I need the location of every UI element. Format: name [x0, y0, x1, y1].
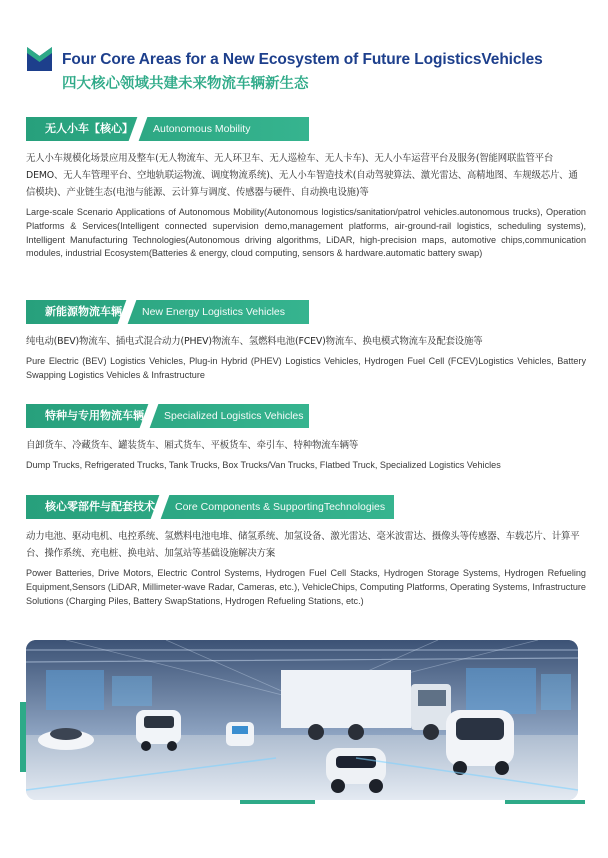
section-title-zh: 无人小车【核心】 — [26, 117, 139, 141]
accent-bar-bottom-right — [505, 800, 585, 804]
section-title-zh: 核心零部件与配套技术 — [26, 495, 161, 519]
section-specialized-vehicles — [26, 404, 586, 473]
page-title: Four Core Areas for a New Ecosystem of Future LogisticsVehicles — [62, 51, 543, 68]
section-title-zh: 新能源物流车辆 — [26, 300, 128, 324]
section-header — [26, 404, 309, 428]
section-header — [26, 117, 309, 141]
page-subtitle: 四大核心领域共建未来物流车辆新生态 — [62, 76, 309, 92]
section-header — [26, 300, 309, 324]
logistics-vehicles-illustration — [26, 640, 578, 800]
section-title-en: Core Components & SupportingTechnologies — [175, 501, 386, 513]
section-autonomous-mobility — [26, 117, 586, 261]
section-title-en: New Energy Logistics Vehicles — [142, 306, 285, 318]
section-title-en: Autonomous Mobility — [153, 123, 251, 135]
section-body-zh: 纯电动(BEV)物流车、插电式混合动力(PHEV)物流车、氢燃料电池(FCEV)物流车、换电模式物流车及配套设施等 — [26, 336, 483, 347]
section-body-en: Pure Electric (BEV) Logistics Vehicles, Plug-in Hybrid (PHEV) Logistics Vehicles, Hydrogen Fuel Cell (FCEV)Logistics Vehicles, Battery Swapping Logistics Vehicles & Infrastructure — [26, 356, 586, 380]
section-body-zh: 自卸货车、冷藏货车、罐装货车、厢式货车、平板货车、牵引车、特种物流车辆等 — [26, 440, 359, 451]
section-body-en: Power Batteries, Drive Motors, Electric Control Systems, Hydrogen Fuel Cell Stacks, Hydrogen Storage Systems, Hydrogen Refueling Equipment,Sensors (LiDAR, Millimeter-wave Radar, Cameras, etc.), VehicleChips, Computing Platforms, Operating Systems, Infrastructure Solutions (Charging Piles, Battery SwapStations, Hydrogen Refueling Stations, etc.) — [26, 568, 586, 606]
accent-bar-bottom-left — [240, 800, 315, 804]
futuristic-hall-scene — [26, 640, 578, 800]
brand-logo-icon — [27, 47, 52, 71]
section-body-zh: 动力电池、驱动电机、电控系统、氢燃料电池电堆、储氢系统、加氢设备、激光雷达、毫米波雷达、摄像头等传感器、车载芯片、计算平台、操作系统、充电桩、换电站、加氢站等基础设施解决方案 — [26, 531, 580, 559]
section-title-zh: 特种与专用物流车辆 — [26, 404, 150, 428]
section-body-zh: 无人小车规模化场景应用及整车(无人物流车、无人环卫车、无人巡检车、无人卡车)、无人小车运营平台及服务(智能网联监管平台DEMO、无人车管理平台、空地轨联运物流、调度物流系统)、无人小车智造技术(自动驾驶算法、激光雷达、高精地图、车规级芯片、通信模块)、产业链生态(电池与能源、云计算与调度、传感器与硬件、自动换电设施)等 — [26, 153, 578, 198]
section-body-en: Large-scale Scenario Applications of Autonomous Mobility(Autonomous logistics/sanitation/patrol vehicles.autonomous trucks), Operation Platforms & Services(Intelligent connected supervision demo,management platforms, air-ground-rail logistics, scheduling systems), Intelligent Manufacturing Technologies(Autonomous driving algorithms, LiDAR, high-precision maps, automotive chips,communication modules, industrial Ecosystem(Batteries & energy, cloud computing, sensors & hardware.automatic battery swap) — [26, 207, 586, 259]
section-title-en: Specialized Logistics Vehicles — [164, 410, 304, 422]
section-core-components — [26, 495, 586, 608]
section-body-en: Dump Trucks, Refrigerated Trucks, Tank Trucks, Box Trucks/Van Trucks, Flatbed Truck, Specialized Logistics Vehicles — [26, 460, 501, 470]
section-new-energy-vehicles — [26, 300, 586, 383]
illustration-frame — [20, 640, 588, 808]
section-header — [26, 495, 394, 519]
